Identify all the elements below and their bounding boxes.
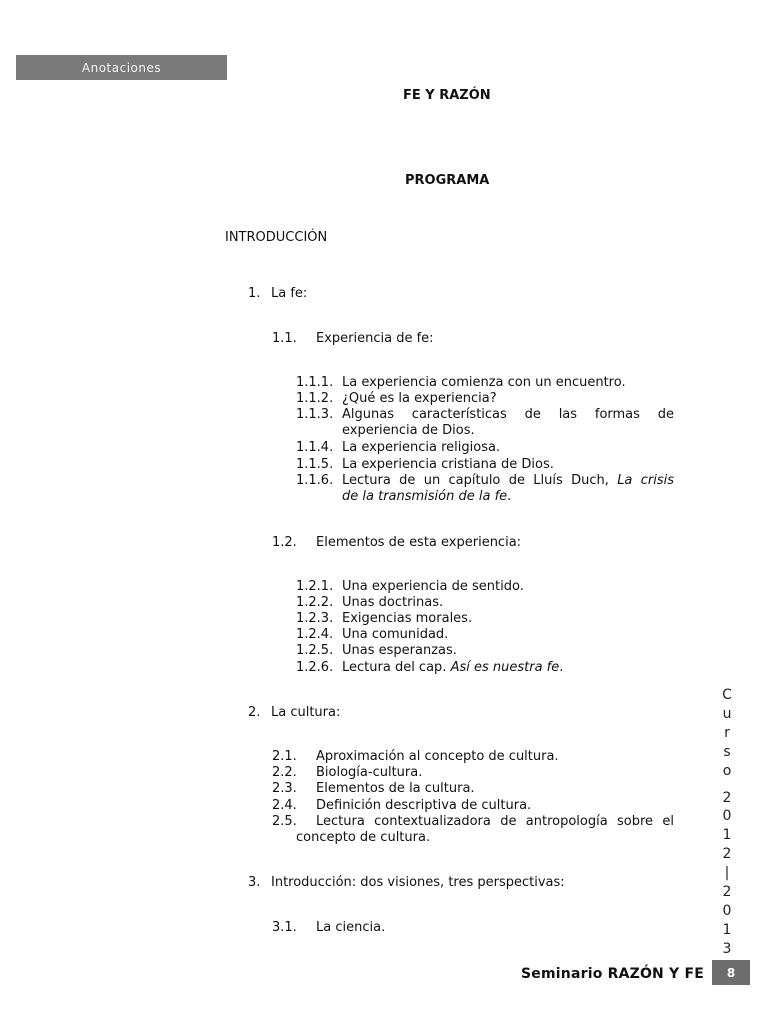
list-item — [296, 579, 524, 595]
side-letter: r — [724, 724, 730, 741]
list-item — [296, 407, 674, 439]
item-text: La experiencia religiosa. — [342, 440, 501, 455]
side-digit: 3 — [722, 940, 732, 957]
item-number: 1.1.5. — [296, 457, 334, 472]
item-number: 1.2.3. — [296, 611, 334, 626]
side-digit: | — [724, 865, 730, 882]
list-item — [272, 781, 475, 797]
item-text: ¿Qué es la experiencia? — [342, 391, 497, 406]
item-number: 1.2.4. — [296, 627, 334, 642]
section-3-1-label: La ciencia. — [316, 920, 386, 935]
item-text: Lectura contextualizadora de antropología sobre el — [316, 814, 674, 829]
side-letter: C — [722, 687, 732, 703]
item-number: 1.1.2. — [296, 391, 334, 406]
section-1-1-label: Experiencia de fe: — [316, 331, 434, 346]
section-1-2-label: Elementos de esta experiencia: — [316, 535, 522, 550]
section-title: PROGRAMA — [405, 173, 490, 188]
item-text: Biología-cultura. — [316, 765, 423, 780]
item-number: 1.2.6. — [296, 660, 334, 675]
item-text: Lectura del cap. — [342, 660, 447, 675]
list-item — [272, 814, 674, 846]
list-item — [296, 643, 457, 659]
item-text: Algunas características de las formas de — [342, 407, 674, 422]
item-number: 1.2.5. — [296, 643, 334, 658]
section-3 — [248, 875, 565, 891]
item-number: 1.1.1. — [296, 375, 334, 390]
item-text: Exigencias morales. — [342, 611, 473, 626]
section-1-label: La fe: — [271, 286, 308, 301]
list-item — [296, 440, 500, 456]
annotations-tab — [16, 55, 227, 80]
side-digit: 2 — [722, 789, 732, 806]
page-number: 8 — [726, 965, 736, 980]
list-item — [296, 595, 443, 611]
list-item — [296, 611, 472, 627]
list-item — [272, 798, 531, 814]
item-text-continuation: experiencia de Dios. — [342, 423, 475, 438]
item-text: Lectura de un capítulo de Lluís Duch, — [342, 473, 609, 488]
section-2-label: La cultura: — [271, 705, 341, 720]
item-number: 1.1.4. — [296, 440, 334, 455]
course-year-vertical-text — [719, 686, 735, 959]
item-text: Elementos de la cultura. — [316, 781, 475, 796]
item-text: Unas esperanzas. — [342, 643, 457, 658]
item-number: 1.2.1. — [296, 579, 334, 594]
side-digit: 1 — [722, 921, 732, 938]
side-letter: u — [722, 705, 732, 722]
item-number: 2.5. — [272, 814, 297, 829]
section-1-1-number: 1.1. — [272, 331, 297, 346]
side-digit: 2 — [722, 846, 732, 863]
section-1-2-number: 1.2. — [272, 535, 297, 550]
section-3-1-number: 3.1. — [272, 920, 297, 935]
side-digit: 2 — [722, 884, 732, 901]
page-number-box — [712, 960, 750, 985]
side-letter: s — [723, 743, 731, 760]
item-text-end: . — [507, 489, 512, 504]
section-3-1 — [272, 920, 385, 936]
section-1-number: 1. — [248, 286, 261, 301]
side-digit: 0 — [722, 808, 732, 825]
list-item — [296, 473, 674, 505]
item-text: Aproximación al concepto de cultura. — [316, 749, 559, 764]
item-number: 2.1. — [272, 749, 297, 764]
item-number: 1.1.6. — [296, 473, 334, 488]
item-text: La experiencia comienza con un encuentro. — [342, 375, 626, 390]
item-text-italic: Así es nuestra fe — [450, 660, 560, 675]
section-1-2 — [272, 535, 521, 551]
item-number: 2.4. — [272, 798, 297, 813]
side-digit: 1 — [722, 827, 732, 844]
list-item — [296, 660, 563, 676]
list-item — [296, 627, 448, 643]
item-text: Definición descriptiva de cultura. — [316, 798, 532, 813]
footer-title: Seminario RAZÓN Y FE — [521, 966, 704, 982]
list-item — [296, 457, 554, 473]
item-text-italic: de la transmisión de la fe — [342, 489, 508, 504]
intro-heading: INTRODUCCIÓN — [225, 230, 328, 245]
item-number: 1.2.2. — [296, 595, 334, 610]
item-number: 2.3. — [272, 781, 297, 796]
item-text: Una comunidad. — [342, 627, 449, 642]
list-item — [296, 375, 626, 391]
item-number: 2.2. — [272, 765, 297, 780]
annotations-tab-label: Anotaciones — [81, 60, 162, 75]
side-digit: 0 — [722, 902, 732, 919]
item-text-continuation: concepto de cultura. — [296, 830, 431, 845]
item-text: La experiencia cristiana de Dios. — [342, 457, 554, 472]
document-title: FE Y RAZÓN — [403, 88, 491, 103]
item-text: Unas doctrinas. — [342, 595, 444, 610]
section-3-number: 3. — [248, 875, 261, 890]
section-1 — [248, 286, 307, 302]
section-2 — [248, 705, 340, 721]
item-text-italic: La crisis — [617, 473, 674, 488]
list-item — [272, 765, 422, 781]
item-text: Una experiencia de sentido. — [342, 579, 524, 594]
section-3-label: Introducción: dos visiones, tres perspectivas: — [271, 875, 565, 890]
list-item — [296, 391, 497, 407]
list-item — [272, 749, 559, 765]
side-letter: o — [722, 762, 732, 779]
item-number: 1.1.3. — [296, 407, 334, 422]
section-1-1 — [272, 331, 434, 347]
item-text-end: . — [559, 660, 564, 675]
section-2-number: 2. — [248, 705, 261, 720]
